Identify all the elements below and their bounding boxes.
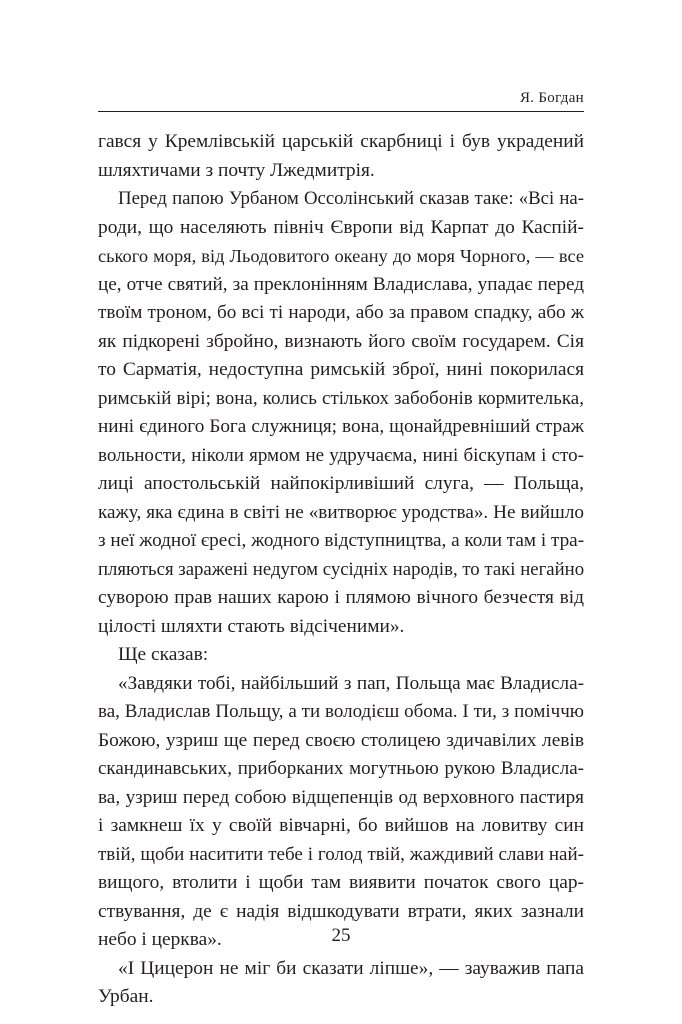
text-line: небо і церква».: [98, 929, 222, 950]
text-line: твоїм троном, бо всі ті народи, або за правом спадку, або ж: [98, 302, 584, 323]
text-line: лиці апостольській найпокірливіший слуга, — Польща,: [98, 473, 584, 494]
text-line: «Завдяки тобі, найбільший з пап, Польща має Владисла-: [118, 672, 584, 694]
text-line: ствування, де є надія відшкодувати втрати, яких зазнали: [98, 900, 584, 922]
text-line: то Сарматія, недоступна римській зброї, нині покорилася: [98, 359, 584, 380]
text-line: твій, щоби наситити тебе і голод твій, жаждивий слави най-: [98, 843, 584, 865]
header-rule: [98, 111, 584, 112]
text-line: ва, узриш перед собою відщепенців од верховного пастиря: [98, 786, 584, 808]
text-line: як підкорені збройно, визнають його своїм государем. Сія: [98, 330, 584, 352]
text-line: нині єдиного Бога служниця; вона, щонайдревніший страж: [98, 416, 584, 437]
text-line: з неї жодної єресі, жодного відступництва, а коли там і тра-: [98, 530, 585, 551]
text-line: і замкнеш їх у своїй вівчарні, бо вийшов на ловитву син: [98, 815, 584, 836]
text-line: Перед папою Урбаном Оссолінський сказав таке: «Всі на-: [118, 188, 584, 209]
text-line: скандинавських, приборканих могутньою рукою Владисла-: [98, 758, 584, 779]
text-line: римській вірі; вона, колись стількох забобонів кормителька,: [98, 387, 584, 409]
text-line: гався у Кремлівській царській скарбниці і був украдений: [98, 131, 584, 152]
text-line: Урбан.: [98, 986, 154, 1007]
text-line: цілості шляхти стають відсіченими».: [98, 615, 405, 637]
text-line: ва, Владислав Польщу, а ти володієш обома. І ти, з поміччю: [98, 701, 584, 722]
text-line: Ще сказав:: [118, 644, 209, 665]
body-text: [98, 128, 584, 1012]
text-line: це, отче святий, за преклонінням Владислава, упадає перед: [98, 273, 584, 295]
text-line: «І Цицерон не міг би сказати ліпше», — зауважив папа: [118, 957, 584, 979]
text-line: вольности, ніколи ярмом не удручаєма, нині біскупам і сто-: [98, 444, 584, 466]
text-line: ського моря, від Льодовитого океану до моря Чорного, — все: [98, 246, 584, 266]
text-line: пляються заражені недугом сусідніх народів, то такі негайно: [98, 558, 585, 580]
page-number: 25: [331, 925, 351, 946]
text-line: шляхтичами з почту Лжедмитрія.: [98, 159, 375, 181]
running-head: Я. Богдан: [519, 90, 584, 106]
text-line: вищого, втолити і щоби там виявити початок свого цар-: [98, 872, 584, 893]
text-line: кажу, яка єдина в світі не «витворює уродства». Не вийшло: [98, 501, 584, 523]
text-line: суворою прав наших карою і плямою вічного безчестя від: [98, 587, 584, 608]
text-line: роди, що населяють північ Європи від Карпат до Каспій-: [98, 216, 584, 238]
text-line: Божою, узриш ще перед своєю столицею здичавілих левів: [98, 729, 584, 751]
